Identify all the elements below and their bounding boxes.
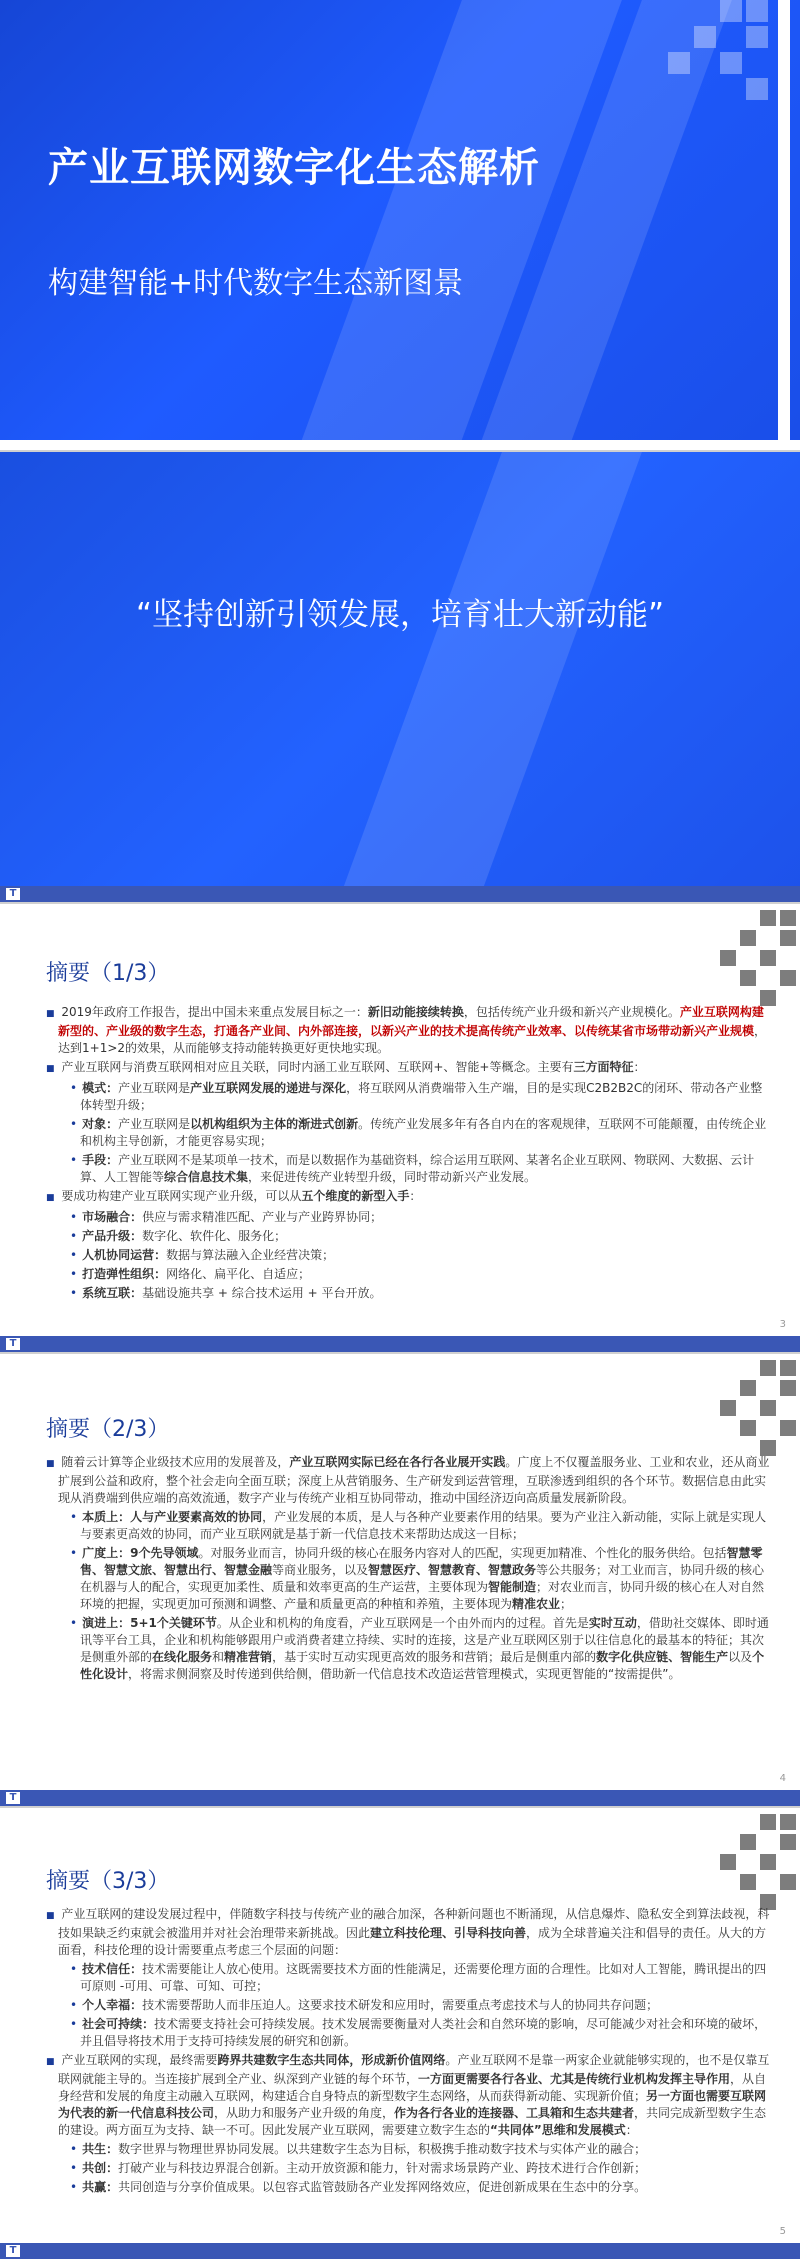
page-number: 4 [779, 1773, 786, 1784]
paragraph: ■ 产业互联网的建设发展过程中，伴随数字科技与传统产业的融合加深，各种新问题也不断涌现，从信息爆炸、隐私安全到算法歧视，科技如果缺乏约束就会被滥用并对社会治理带来新挑战。因此建立科技伦理、引导科技向善，成为全球普遍关注和倡导的责任。从大的方面看，科技伦理的设计需要重点考虑三个层面的问题： [46, 1906, 770, 1959]
footer-bar [0, 1790, 800, 1806]
footer-bar [0, 2243, 800, 2259]
logo-icon: T [6, 1338, 20, 1350]
logo-icon: T [6, 888, 20, 900]
list-item: • 技术信任：技术需要能让人放心使用。这既需要技术方面的性能满足，还需要伦理方面的合理性。比如对人工智能，腾讯提出的四可原则 -可用、可靠、可知、可控； [46, 1961, 770, 1995]
paragraph: ■ 产业互联网的实现，最终需要跨界共建数字生态共同体，形成新价值网络。产业互联网不是靠一两家企业就能够实现的，也不是仅靠互联网就能主导的。当连接扩展到全产业、纵深到产业链的每个环节，一方面更需要各行各业、尤其是传统行业机构发挥主导作用，从自身经营和发展的角度主动融入互联网，构建适合自身特点的新型数字生态网络，从而获得新动能、实现新价值；另一方面也需要互联网为代表的新一代信息科技公司，从助力和服务产业升级的角度，作为各行各业的连接器、工具箱和生态共建者，共同完成新型数字生态的建设。两方面互为支持、缺一不可。因此发展产业互联网，需要建立数字生态的“共同体”思维和发展模式： [46, 2052, 770, 2139]
quote-slide [0, 452, 800, 902]
summary-slide-3 [0, 1808, 800, 2259]
paragraph: ■ 2019年政府工作报告，提出中国未来重点发展目标之一：新旧动能接续转换，包括传统产业升级和新兴产业规模化。产业互联网构建新型的、产业级的数字生态，打通各产业间、内外部连接，以新兴产业的技术提高传统产业效率、以传统某省市场带动新兴产业规模，达到1+1>2的效果，从而能够支持动能转换更好更快地实现。 [46, 1004, 770, 1057]
list-item: • 打造弹性组织：网络化、扁平化、自适应； [46, 1266, 770, 1283]
quote-text: “坚持创新引领发展，培育壮大新动能” [135, 597, 665, 633]
summary-body [46, 1454, 770, 1685]
pixel-decor [580, 0, 780, 120]
cover-title: 产业互联网数字化生态解析 [48, 145, 540, 191]
list-item: • 广度上：9个先导领域。对服务业而言，协同升级的核心在服务内容对人的匹配，实现更加精准、个性化的服务供给。包括智慧零售、智慧文旅、智慧出行、智慧金融等商业服务，以及智慧医疗、智慧教育、智慧政务等公共服务；对工业而言，协同升级的核心在机器与人的配合，实现更加柔性、质量和效率更高的生产运营，主要体现为智能制造；对农业而言，协同升级的核心在人对自然环境的把握，实现更加可预测和调整、产量和质量更高的种植和养殖，主要体现为精准农业； [46, 1545, 770, 1613]
list-item: • 模式：产业互联网是产业互联网发展的递进与深化，将互联网从消费端带入生产端，目的是实现C2B2B2C的闭环、带动各产业整体转型升级； [46, 1080, 770, 1114]
logo-icon: T [6, 1792, 20, 1804]
list-item: • 对象：产业互联网是以机构组织为主体的渐进式创新。传统产业发展多年有各自内在的客观规律，互联网不可能颠覆，由传统企业和机构主导创新，才能更容易实现； [46, 1116, 770, 1150]
list-item: • 共赢：共同创造与分享价值成果。以包容式监管鼓励各产业发挥网络效应，促进创新成果在生态中的分享。 [46, 2179, 770, 2196]
list-item: • 系统互联：基础设施共享 + 综合技术运用 + 平台开放。 [46, 1285, 770, 1302]
list-item: • 人机协同运营：数据与算法融入企业经营决策； [46, 1247, 770, 1264]
list-item: • 共创：打破产业与科技边界混合创新。主动开放资源和能力，针对需求场景跨产业、跨技术进行合作创新； [46, 2160, 770, 2177]
cover-subtitle: 构建智能+时代数字生态新图景 [48, 266, 464, 301]
list-item: • 本质上：人与产业要素高效的协同，产业发展的本质，是人与各种产业要素作用的结果。要为产业注入新动能，实际上就是实现人与要素更高效的协同，而产业互联网就是基于新一代信息技术来帮助达成这一目标； [46, 1509, 770, 1543]
page-number: 3 [779, 1319, 786, 1330]
summary-title: 摘要（3/3） [46, 1869, 170, 1894]
list-item: • 个人幸福：技术需要帮助人而非压迫人。这要求技术研发和应用时，需要重点考虑技术与人的协同共存问题； [46, 1997, 770, 2014]
summary-title: 摘要（2/3） [46, 1417, 170, 1442]
list-item: • 市场融合：供应与需求精准匹配、产业与产业跨界协同； [46, 1209, 770, 1226]
summary-slide-2 [0, 1354, 800, 1806]
summary-title: 摘要（1/3） [46, 961, 170, 986]
summary-body [46, 1004, 770, 1304]
frame-edge [778, 0, 790, 450]
summary-body [46, 1906, 770, 2198]
summary-slide-1 [0, 904, 800, 1352]
footer-bar [0, 886, 800, 902]
list-item: • 产品升级：数字化、软件化、服务化； [46, 1228, 770, 1245]
page-number: 5 [779, 2226, 786, 2237]
logo-icon: T [6, 2245, 20, 2257]
frame-edge [0, 440, 800, 450]
list-item: • 共生：数字世界与物理世界协同发展。以共建数字生态为目标，积极携手推动数字技术与实体产业的融合； [46, 2141, 770, 2158]
list-item: • 社会可持续：技术需要支持社会可持续发展。技术发展需要衡量对人类社会和自然环境的影响，尽可能减少对社会和环境的破坏，并且倡导将技术用于支持可持续发展的研究和创新。 [46, 2016, 770, 2050]
paragraph: ■ 要成功构建产业互联网实现产业升级，可以从五个维度的新型入手： [46, 1188, 770, 1207]
paragraph: ■ 随着云计算等企业级技术应用的发展普及，产业互联网实际已经在各行各业展开实践。广度上不仅覆盖服务业、工业和农业，还从商业扩展到公益和政府，整个社会走向全面互联；深度上从营销服务、生产研发到运营管理，互联渗透到组织的各个环节。数据信息由此实现从消费端到供应端的高效流通，数字产业与传统产业相互协同带动，推动中国经济迈向高质量发展新阶段。 [46, 1454, 770, 1507]
footer-bar [0, 1336, 800, 1352]
list-item: • 手段：产业互联网不是某项单一技术，而是以数据作为基础资料，综合运用互联网、某著名企业互联网、物联网、大数据、云计算、人工智能等综合信息技术集，来促进传统产业转型升级，同时带动新兴产业发展。 [46, 1152, 770, 1186]
list-item: • 演进上：5+1个关键环节。从企业和机构的角度看，产业互联网是一个由外而内的过程。首先是实时互动，借助社交媒体、即时通讯等平台工具，企业和机构能够跟用户或消费者建立持续、实时的连接，这是产业互联网区别于以往信息化的最基本的特征；其次是侧重外部的在线化服务和精准营销，基于实时互动实现更高效的服务和营销；最后是侧重内部的数字化供应链、智能生产以及个性化设计，将需求侧洞察及时传递到供给侧，借助新一代信息技术改造运营管理模式，实现更智能的“按需提供”。 [46, 1615, 770, 1683]
paragraph: ■ 产业互联网与消费互联网相对应且关联，同时内涵工业互联网、互联网+、智能+等概念。主要有三方面特征： [46, 1059, 770, 1078]
cover-slide [0, 0, 800, 450]
decor-stripe [338, 452, 642, 902]
